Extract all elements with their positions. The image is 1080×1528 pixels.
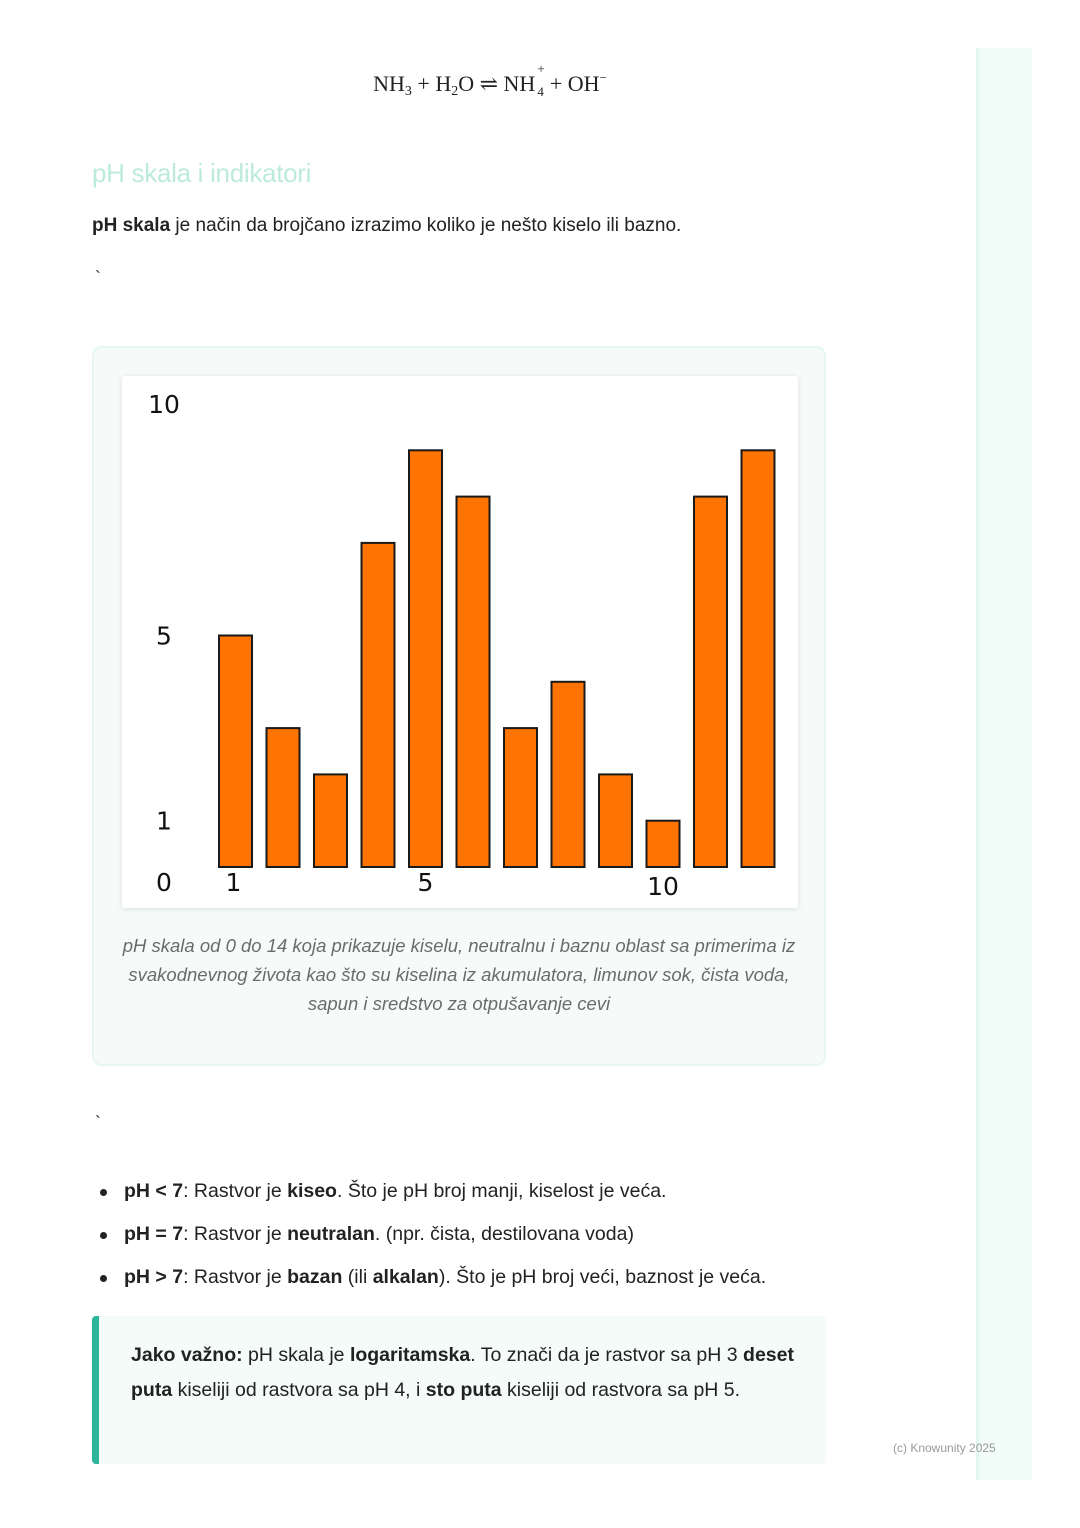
y-tick-label: 5 xyxy=(156,621,172,651)
eq-oh-superscript: − xyxy=(599,70,607,85)
intro-bold: pH skala xyxy=(92,215,171,236)
bullet-dot-icon xyxy=(100,1189,107,1196)
stray-mark-bottom: ` xyxy=(95,1113,101,1133)
callout-text: . To znači da je rastvor sa pH 3 xyxy=(470,1344,744,1366)
stray-mark-top: ` xyxy=(95,268,101,288)
bullet-bold: pH = 7 xyxy=(124,1223,184,1245)
section-heading: pH skala i indikatori xyxy=(92,158,312,188)
chart-bar xyxy=(599,774,632,867)
bullet-bold: neutralan xyxy=(287,1223,375,1245)
eq-plus: + xyxy=(411,71,436,96)
bar-chart xyxy=(122,376,798,908)
chart-bar xyxy=(742,450,775,867)
bullet-bold: pH < 7 xyxy=(124,1180,184,1202)
callout-bold: deset puta xyxy=(131,1344,794,1401)
x-tick-label: 1 xyxy=(225,868,242,897)
bullet-text: . (npr. čista, destilovana voda) xyxy=(374,1223,634,1245)
chart-bar xyxy=(409,450,442,867)
chemical-equation xyxy=(0,61,980,100)
chart-bar xyxy=(219,636,252,868)
bullet-text: . Što je pH broj manji, kiselost je veća. xyxy=(336,1180,667,1202)
intro-text: je način da brojčano izrazimo koliko je nešto kiselo ili bazno. xyxy=(170,215,682,236)
bullet-bold: bazan xyxy=(287,1266,343,1288)
eq-nh4-subscript: 4 xyxy=(537,84,544,99)
bullet-bold: pH > 7 xyxy=(124,1266,184,1288)
bar-chart-svg xyxy=(122,376,798,908)
chart-bar xyxy=(647,821,680,867)
bullet-bold: alkalan xyxy=(372,1266,439,1288)
chart-bar xyxy=(362,543,395,867)
bullet-text: : Rastvor je xyxy=(183,1266,288,1288)
callout-bold: Jako važno: xyxy=(131,1344,243,1366)
bullet-dot-icon xyxy=(100,1275,107,1282)
bullet-dot-icon xyxy=(100,1232,107,1239)
bullet-text: : Rastvor je xyxy=(183,1180,288,1202)
list-item xyxy=(96,1213,856,1256)
x-tick-label: 5 xyxy=(417,868,434,897)
eq-o: O xyxy=(458,71,475,96)
eq-oh: OH xyxy=(567,71,600,96)
bullet-text: ). Što je pH broj veći, baznost je veća. xyxy=(438,1266,767,1288)
callout-text: kiseliji od rastvora sa pH 4, i xyxy=(172,1379,426,1401)
ph-rules-list xyxy=(96,1170,856,1299)
eq-nh3: NH xyxy=(373,71,405,96)
callout-bold: logaritamska xyxy=(349,1344,471,1366)
eq-plus-2: + xyxy=(544,71,568,96)
page-side-strip xyxy=(976,48,1032,1480)
callout-text: pH skala je xyxy=(242,1344,350,1366)
y-tick-label: 1 xyxy=(156,806,172,836)
intro-paragraph xyxy=(92,215,681,237)
bullet-text: (ili xyxy=(342,1266,373,1288)
chart-bar xyxy=(314,774,347,867)
y-tick-label: 10 xyxy=(148,390,180,419)
figure-caption: pH skala od 0 do 14 koja prikazuje kiselu, neutralnu i baznu oblast sa primerima iz svakodnevnog života kao što su kiselina iz akumulatora, limunov sok, čista voda, sapun i sredstvo za otpušavanje cevi xyxy=(122,935,796,1014)
chart-bar xyxy=(552,682,585,867)
callout-bold: sto puta xyxy=(425,1379,502,1401)
list-item xyxy=(96,1256,856,1299)
callout-text: kiseliji od rastvora sa pH 5. xyxy=(501,1379,741,1401)
eq-nh3-subscript: 3 xyxy=(404,84,412,99)
x-tick-label: 10 xyxy=(647,872,679,901)
eq-nh4: NH xyxy=(503,71,536,96)
bullet-bold: kiseo xyxy=(287,1180,337,1202)
eq-equilibrium-arrow: ⇌ xyxy=(474,71,504,96)
eq-h: H xyxy=(435,71,452,96)
y-tick-label: 0 xyxy=(156,868,172,897)
chart-bar xyxy=(504,728,537,867)
chart-bar xyxy=(267,728,300,867)
list-item xyxy=(96,1170,856,1213)
bullet-text: : Rastvor je xyxy=(183,1223,288,1245)
important-callout xyxy=(92,1316,826,1464)
eq-h2-subscript: 2 xyxy=(451,84,459,99)
copyright-notice: (c) Knowunity 2025 xyxy=(893,1441,996,1455)
eq-nh4-superscript: + xyxy=(537,61,545,76)
chart-bar xyxy=(457,497,490,867)
chart-bar xyxy=(694,497,727,867)
